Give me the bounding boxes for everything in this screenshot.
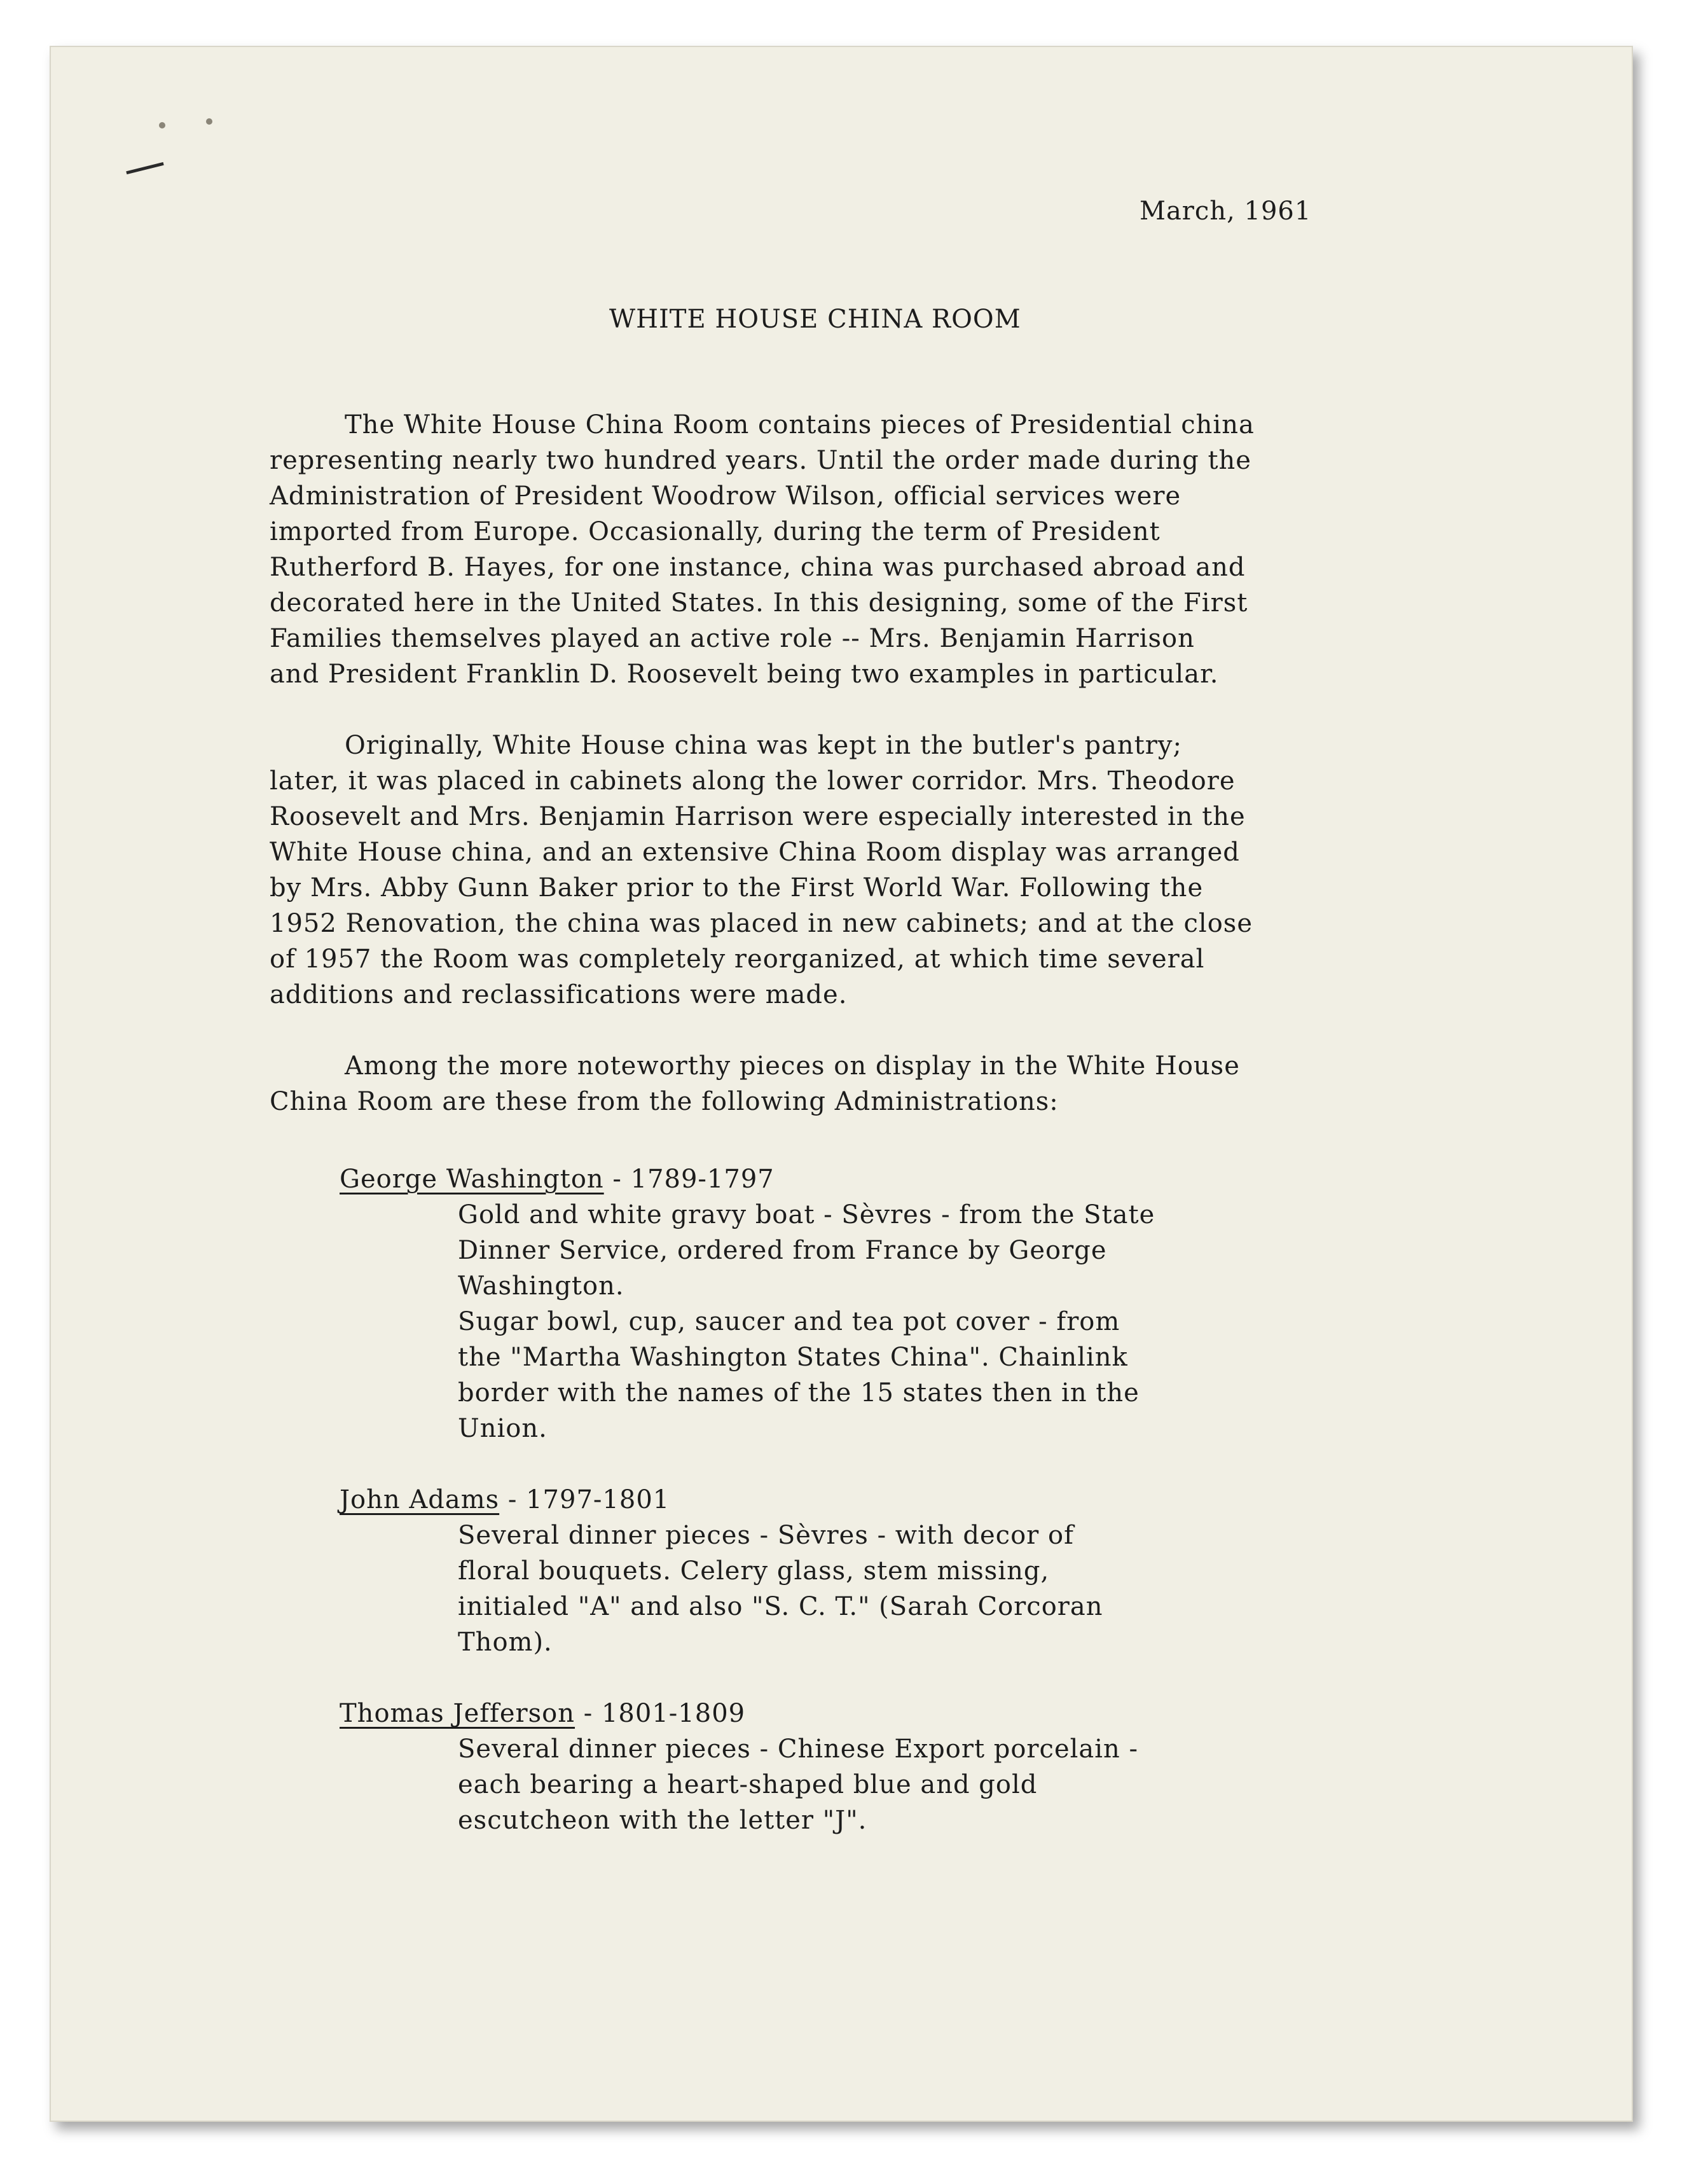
paragraph-3-line: Among the more noteworthy pieces on display in the White House [345,1051,1240,1081]
paragraph-2-line: of 1957 the Room was completely reorganized, at which time several [270,945,1205,974]
paragraph-1-line: The White House China Room contains pieces of Presidential china [345,410,1255,440]
paragraph-1-line: representing nearly two hundred years. Until the order made during the [270,446,1251,475]
administration-heading [340,1487,670,1513]
entry-line: border with the names of the 15 states then in the [458,1378,1140,1408]
paragraph-1-line: Rutherford B. Hayes, for one instance, china was purchased abroad and [270,553,1246,582]
paragraph-1-line: and President Franklin D. Roosevelt being two examples in particular. [270,660,1219,689]
administration-heading [340,1167,775,1192]
document-page [50,46,1633,2122]
document-date: March, 1961 [1140,197,1312,226]
president-name: George Washington [340,1165,604,1194]
paragraph-2-line: White House china, and an extensive China Room display was arranged [270,838,1240,867]
paragraph-1-line: imported from Europe. Occasionally, during the term of President [270,517,1160,546]
entry-line: Washington. [458,1271,624,1301]
term-years: - 1789-1797 [603,1165,775,1194]
president-name: John Adams [340,1485,500,1514]
paragraph-2-line: Originally, White House china was kept in the butler's pantry; [345,731,1182,760]
paragraph-1-line: decorated here in the United States. In this designing, some of the First [270,588,1248,618]
entry-line: Dinner Service, ordered from France by George [458,1236,1107,1265]
paragraph-2-line: Roosevelt and Mrs. Benjamin Harrison were especially interested in the [270,802,1246,831]
paragraph-2-line: additions and reclassifications were made. [270,980,848,1009]
entry-line: each bearing a heart-shaped blue and gold [458,1770,1038,1799]
paragraph-1-line: Families themselves played an active role -- Mrs. Benjamin Harrison [270,624,1195,653]
entry-line: Several dinner pieces - Sèvres - with decor of [458,1521,1074,1550]
pen-mark [126,162,163,174]
paragraph-1-line: Administration of President Woodrow Wilson, official services were [270,481,1181,511]
paper-speck [206,118,212,125]
president-name: Thomas Jefferson [340,1699,575,1728]
paragraph-2-line: 1952 Renovation, the china was placed in new cabinets; and at the close [270,909,1253,938]
paper-speck [159,122,165,128]
term-years: - 1801-1809 [575,1699,746,1728]
entry-line: Several dinner pieces - Chinese Export porcelain - [458,1734,1139,1764]
paragraph-2-line: by Mrs. Abby Gunn Baker prior to the First World War. Following the [270,873,1204,903]
entry-line: floral bouquets. Celery glass, stem missing, [458,1556,1050,1586]
entry-line: Union. [458,1414,548,1443]
entry-line: escutcheon with the letter "J". [458,1806,867,1835]
entry-line: Gold and white gravy boat - Sèvres - from the State [458,1200,1155,1229]
paragraph-2-line: later, it was placed in cabinets along the lower corridor. Mrs. Theodore [270,766,1236,796]
entry-line: the "Martha Washington States China". Chainlink [458,1343,1128,1372]
document-title: WHITE HOUSE CHINA ROOM [609,305,1021,334]
term-years: - 1797-1801 [499,1485,670,1514]
entry-line: Sugar bowl, cup, saucer and tea pot cover - from [458,1307,1120,1336]
paragraph-3-line: China Room are these from the following Administrations: [270,1087,1059,1116]
entry-line: Thom). [458,1628,553,1657]
administration-heading [340,1701,745,1726]
entry-line: initialed "A" and also "S. C. T." (Sarah Corcoran [458,1592,1103,1621]
